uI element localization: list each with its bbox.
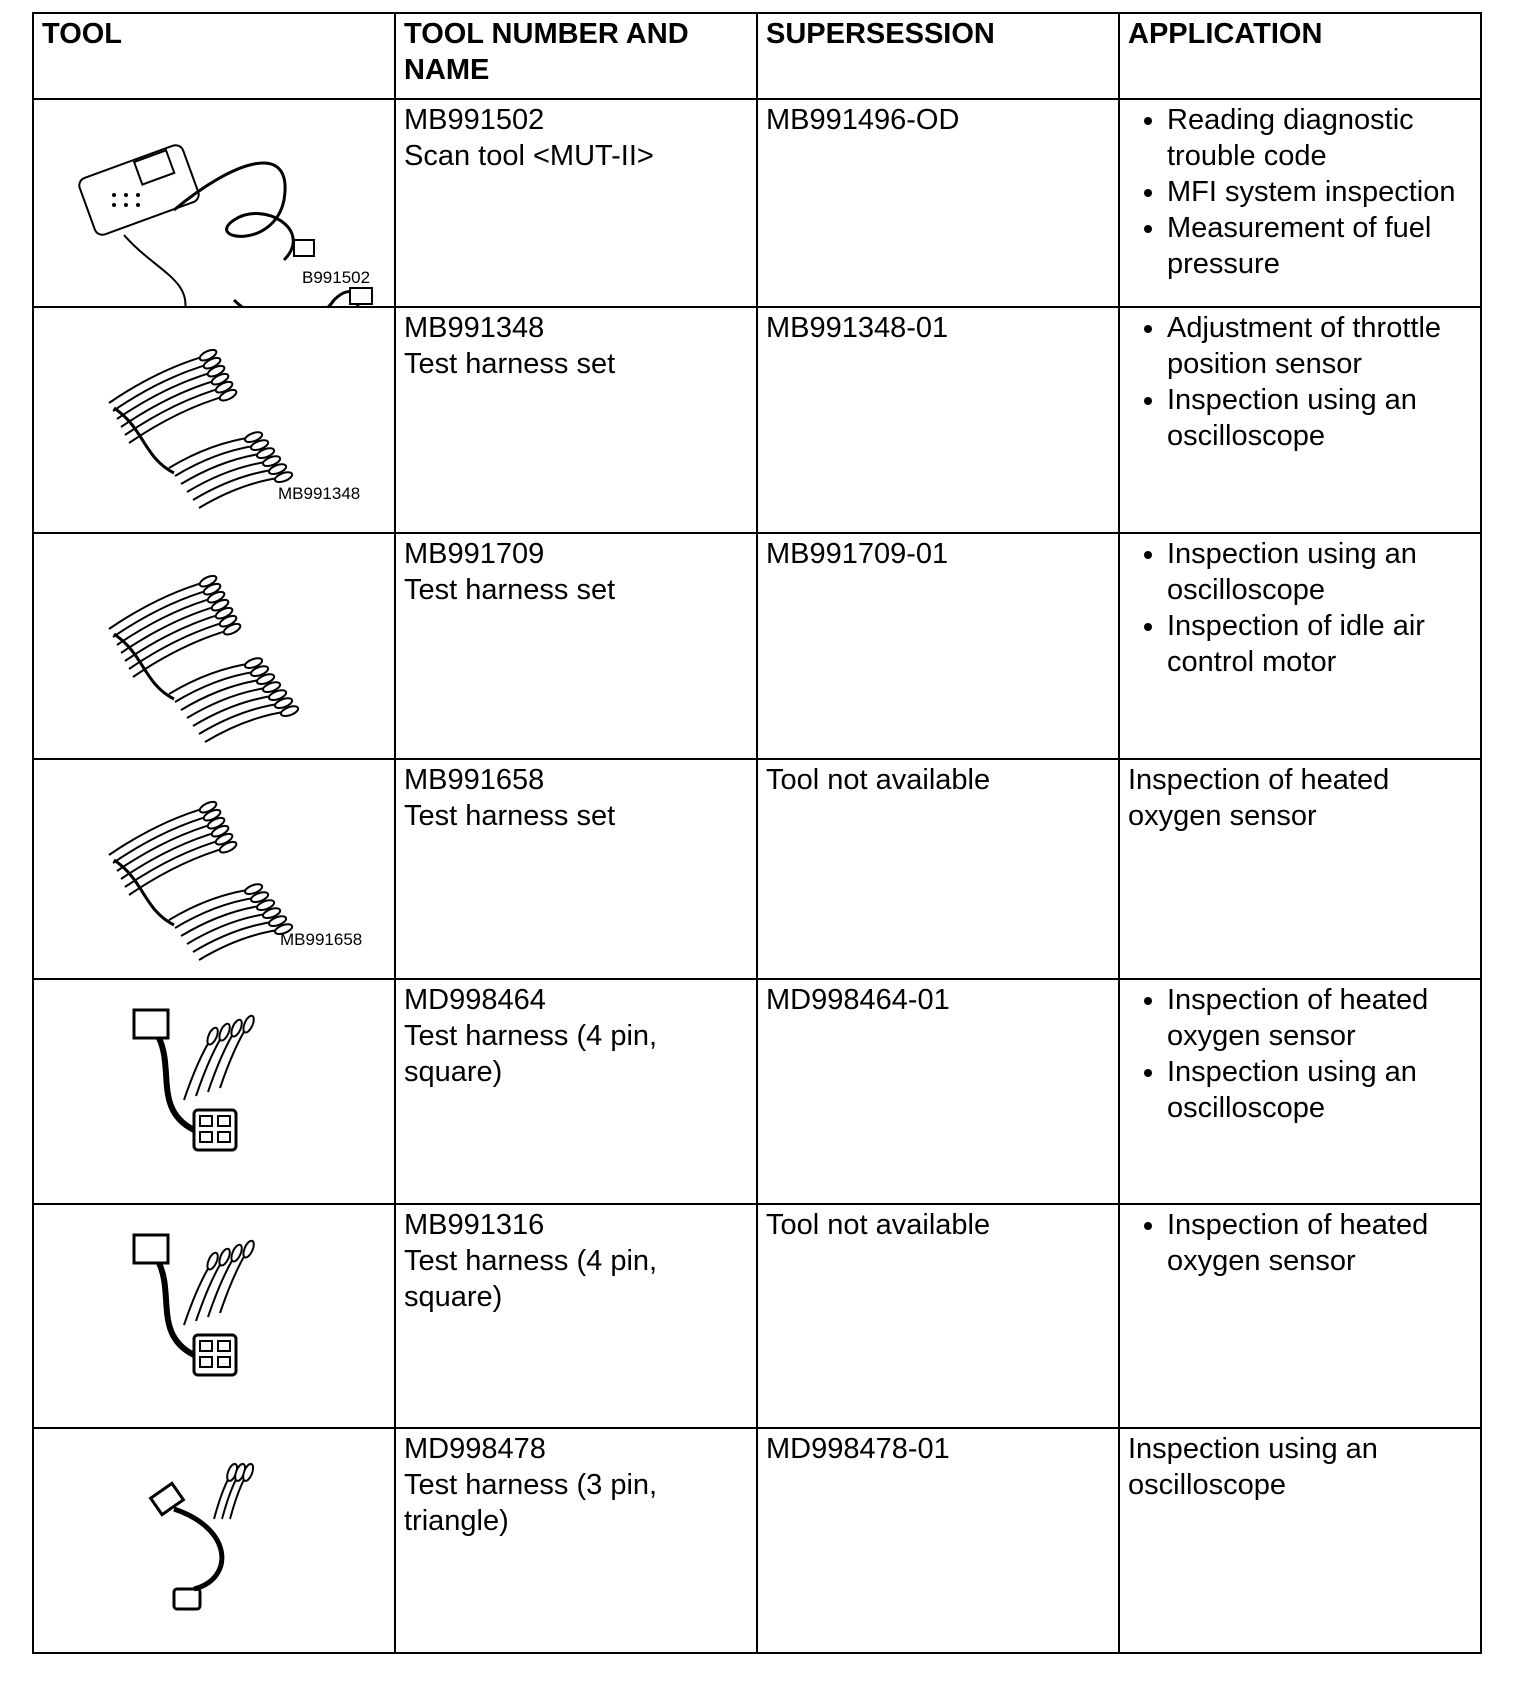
tool-number-cell [395, 99, 757, 307]
tool-name-line: Test harness (4 pin, [404, 1245, 658, 1277]
test-harness-square-illustration [134, 1010, 256, 1150]
tool-name-line: Scan tool <MUT-II> [404, 140, 654, 172]
tool-row [33, 307, 1481, 533]
application-list [1120, 1205, 1480, 1279]
application-text-line: oxygen sensor [1128, 800, 1317, 832]
supersession-value: MB991709-01 [766, 538, 949, 570]
tool-image-cell [33, 307, 395, 533]
application-item-line: oscilloscope [1167, 420, 1325, 452]
application-item-line: • Inspection of heated [1167, 984, 1429, 1016]
tool-number-cell [395, 307, 757, 533]
application-item [1167, 174, 1472, 210]
tool-row [33, 759, 1481, 979]
application-item-line: oscilloscope [1167, 574, 1325, 606]
application-cell [1119, 1204, 1481, 1428]
application-item [1167, 1207, 1472, 1279]
supersession-value: Tool not available [766, 1209, 991, 1241]
tool-row [33, 979, 1481, 1204]
application-item [1167, 310, 1472, 382]
tool-illustration [34, 534, 394, 758]
tool-number: MB991502 [404, 104, 545, 136]
tool-image-cell [33, 1204, 395, 1428]
application-item-line: • MFI system inspection [1167, 176, 1456, 208]
test-harness-set-illustration [109, 348, 293, 508]
application-cell [1119, 533, 1481, 759]
application-item-line: position sensor [1167, 348, 1363, 380]
application-item-line: • Inspection of idle air [1167, 610, 1425, 642]
tool-number: MB991348 [404, 312, 545, 344]
tool-row [33, 533, 1481, 759]
tool-name-line: Test harness (3 pin, [404, 1469, 658, 1501]
tool-name-line: square) [404, 1056, 503, 1088]
application-item-line: • Adjustment of throttle [1167, 312, 1442, 344]
header-tool: TOOL [33, 13, 395, 99]
supersession-value: MD998478-01 [766, 1433, 950, 1465]
supersession-value: MD998464-01 [766, 984, 950, 1016]
supersession-cell [757, 1204, 1119, 1428]
tool-illustration [34, 1429, 394, 1652]
application-cell [1119, 759, 1481, 979]
tool-image-cell [33, 979, 395, 1204]
tool-name-line: triangle) [404, 1505, 509, 1537]
application-list [1120, 308, 1480, 454]
header-application: APPLICATION [1119, 13, 1481, 99]
application-item [1167, 1054, 1472, 1126]
special-tools-table [32, 12, 1482, 1654]
application-list [1120, 980, 1480, 1126]
application-item-line: • Inspection using an [1167, 1056, 1417, 1088]
supersession-cell [757, 533, 1119, 759]
test-harness-set-illustration [109, 574, 299, 742]
test-harness-square-illustration [134, 1235, 256, 1375]
tool-number-cell [395, 979, 757, 1204]
application-item-line: oxygen sensor [1167, 1020, 1356, 1052]
supersession-value: Tool not available [766, 764, 991, 796]
tool-number: MB991316 [404, 1209, 545, 1241]
application-item-line: control motor [1167, 646, 1337, 678]
tool-image-cell [33, 533, 395, 759]
tool-image-caption: MB991348 [278, 484, 361, 503]
application-cell [1119, 99, 1481, 307]
application-item [1167, 382, 1472, 454]
tool-name-line: square) [404, 1281, 503, 1313]
tool-row [33, 1204, 1481, 1428]
tool-illustration [34, 980, 394, 1203]
tool-illustration [34, 1205, 394, 1427]
tool-number-cell [395, 759, 757, 979]
tool-number-cell [395, 533, 757, 759]
application-list [1120, 534, 1480, 680]
application-text-line: Inspection of heated [1128, 764, 1390, 796]
tool-name-line: Test harness set [404, 574, 616, 606]
header-tool-number-line2: NAME [404, 54, 490, 86]
tool-image-cell [33, 99, 395, 307]
application-item-line: • Measurement of fuel [1167, 212, 1432, 244]
supersession-cell [757, 99, 1119, 307]
supersession-cell [757, 759, 1119, 979]
application-cell [1119, 979, 1481, 1204]
supersession-value: MB991496-OD [766, 104, 960, 136]
application-item-line: trouble code [1167, 140, 1327, 172]
application-cell [1119, 307, 1481, 533]
application-item-line: pressure [1167, 248, 1280, 280]
tool-image-cell [33, 1428, 395, 1653]
application-item-line: • Reading diagnostic [1167, 104, 1414, 136]
test-harness-triangle-illustration [151, 1463, 255, 1609]
tool-name-line: Test harness set [404, 800, 616, 832]
application-item [1167, 210, 1472, 282]
application-item-line: oscilloscope [1167, 1092, 1325, 1124]
header-row [33, 13, 1481, 99]
application-item [1167, 536, 1472, 608]
tool-number-cell [395, 1204, 757, 1428]
tool-name-line: Test harness set [404, 348, 616, 380]
header-tool-number-line1: TOOL NUMBER AND [404, 18, 689, 50]
application-cell [1119, 1428, 1481, 1653]
application-text-line: Inspection using an [1128, 1433, 1378, 1465]
header-tool-number [395, 13, 757, 99]
application-list [1120, 100, 1480, 282]
application-text-line: oscilloscope [1128, 1469, 1286, 1501]
application-item [1167, 102, 1472, 174]
supersession-cell [757, 979, 1119, 1204]
tool-row [33, 1428, 1481, 1653]
tool-name-line: Test harness (4 pin, [404, 1020, 658, 1052]
tool-image-cell [33, 759, 395, 979]
tool-number: MD998464 [404, 984, 546, 1016]
tool-image-caption: B991502 [302, 268, 371, 287]
tool-row [33, 99, 1481, 307]
application-item-line: • Inspection of heated [1167, 1209, 1429, 1241]
tool-number: MB991658 [404, 764, 545, 796]
supersession-cell [757, 1428, 1119, 1653]
application-item-line: • Inspection using an [1167, 384, 1417, 416]
application-item-line: oxygen sensor [1167, 1245, 1356, 1277]
supersession-cell [757, 307, 1119, 533]
tool-image-caption: MB991658 [280, 930, 363, 949]
tool-number: MB991709 [404, 538, 545, 570]
tool-number: MD998478 [404, 1433, 546, 1465]
application-item [1167, 982, 1472, 1054]
application-item-line: • Inspection using an [1167, 538, 1417, 570]
tool-number-cell [395, 1428, 757, 1653]
header-supersession: SUPERSESSION [757, 13, 1119, 99]
application-item [1167, 608, 1472, 680]
supersession-value: MB991348-01 [766, 312, 949, 344]
test-harness-set-illustration [109, 800, 293, 960]
